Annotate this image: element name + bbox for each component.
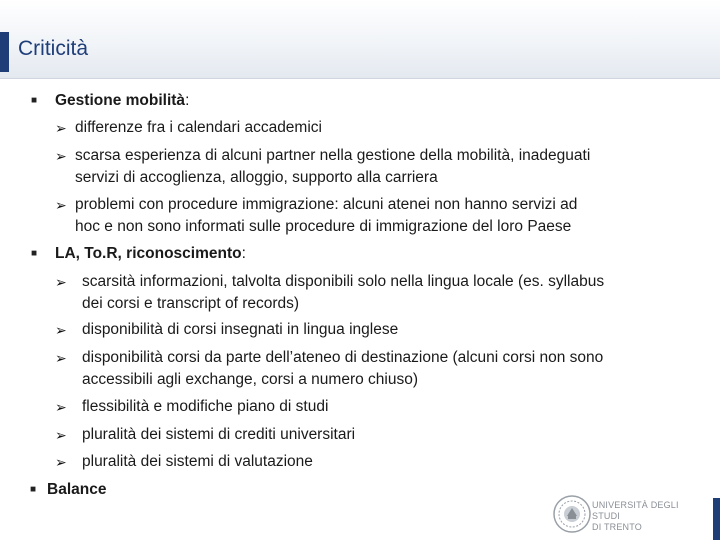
arrow-bullet-icon: ➢ xyxy=(55,120,67,136)
list-item-continuation: servizi di accoglienza, alloggio, supporto alla carriera xyxy=(75,169,438,186)
list-item: disponibilità di corsi insegnati in lingua inglese xyxy=(82,321,399,338)
header-band xyxy=(0,0,720,78)
header-divider xyxy=(0,78,720,79)
list-item: scarsa esperienza di alcuni partner nella gestione della mobilità, inadeguati xyxy=(75,147,591,164)
slide-title: Criticità xyxy=(18,37,89,60)
list-item: pluralità dei sistemi di valutazione xyxy=(82,453,313,470)
title-accent-bar xyxy=(0,32,9,72)
list-item: flessibilità e modifiche piano di studi xyxy=(82,398,329,415)
list-item: problemi con procedure immigrazione: alcuni atenei non hanno servizi ad xyxy=(75,196,578,213)
arrow-bullet-icon: ➢ xyxy=(55,274,67,290)
arrow-bullet-icon: ➢ xyxy=(55,148,67,164)
square-bullet-icon: ■ xyxy=(31,95,38,106)
corner-accent-bar xyxy=(713,498,720,540)
list-item-continuation: hoc e non sono informati sulle procedure di immigrazione del loro Paese xyxy=(75,218,572,235)
arrow-bullet-icon: ➢ xyxy=(55,427,67,443)
list-item-continuation: dei corsi e transcript of records) xyxy=(82,295,300,312)
square-bullet-icon: ■ xyxy=(31,248,38,259)
list-item-continuation: accessibili agli exchange, corsi a numero chiuso) xyxy=(82,371,418,388)
list-item: pluralità dei sistemi di crediti universitari xyxy=(82,426,356,443)
list-item: differenze fra i calendari accademici xyxy=(75,119,322,136)
section-heading: Gestione mobilità: xyxy=(55,92,190,109)
square-bullet-icon: ■ xyxy=(30,484,37,495)
arrow-bullet-icon: ➢ xyxy=(55,350,67,366)
arrow-bullet-icon: ➢ xyxy=(55,322,67,338)
university-seal-icon xyxy=(552,494,592,534)
arrow-bullet-icon: ➢ xyxy=(55,197,67,213)
logo-text-line: UNIVERSITÀ DEGLI STUDI xyxy=(592,500,679,521)
arrow-bullet-icon: ➢ xyxy=(55,399,67,415)
list-item: scarsità informazioni, talvolta disponibili solo nella lingua locale (es. syllabus xyxy=(82,273,605,290)
section-heading: Balance xyxy=(47,481,107,498)
logo-text-line: DI TRENTO xyxy=(592,522,642,532)
list-item: disponibilità corsi da parte dell’ateneo di destinazione (alcuni corsi non sono xyxy=(82,349,604,366)
university-logo-text xyxy=(592,500,704,533)
section-heading: LA, To.R, riconoscimento: xyxy=(55,245,246,262)
arrow-bullet-icon: ➢ xyxy=(55,454,67,470)
